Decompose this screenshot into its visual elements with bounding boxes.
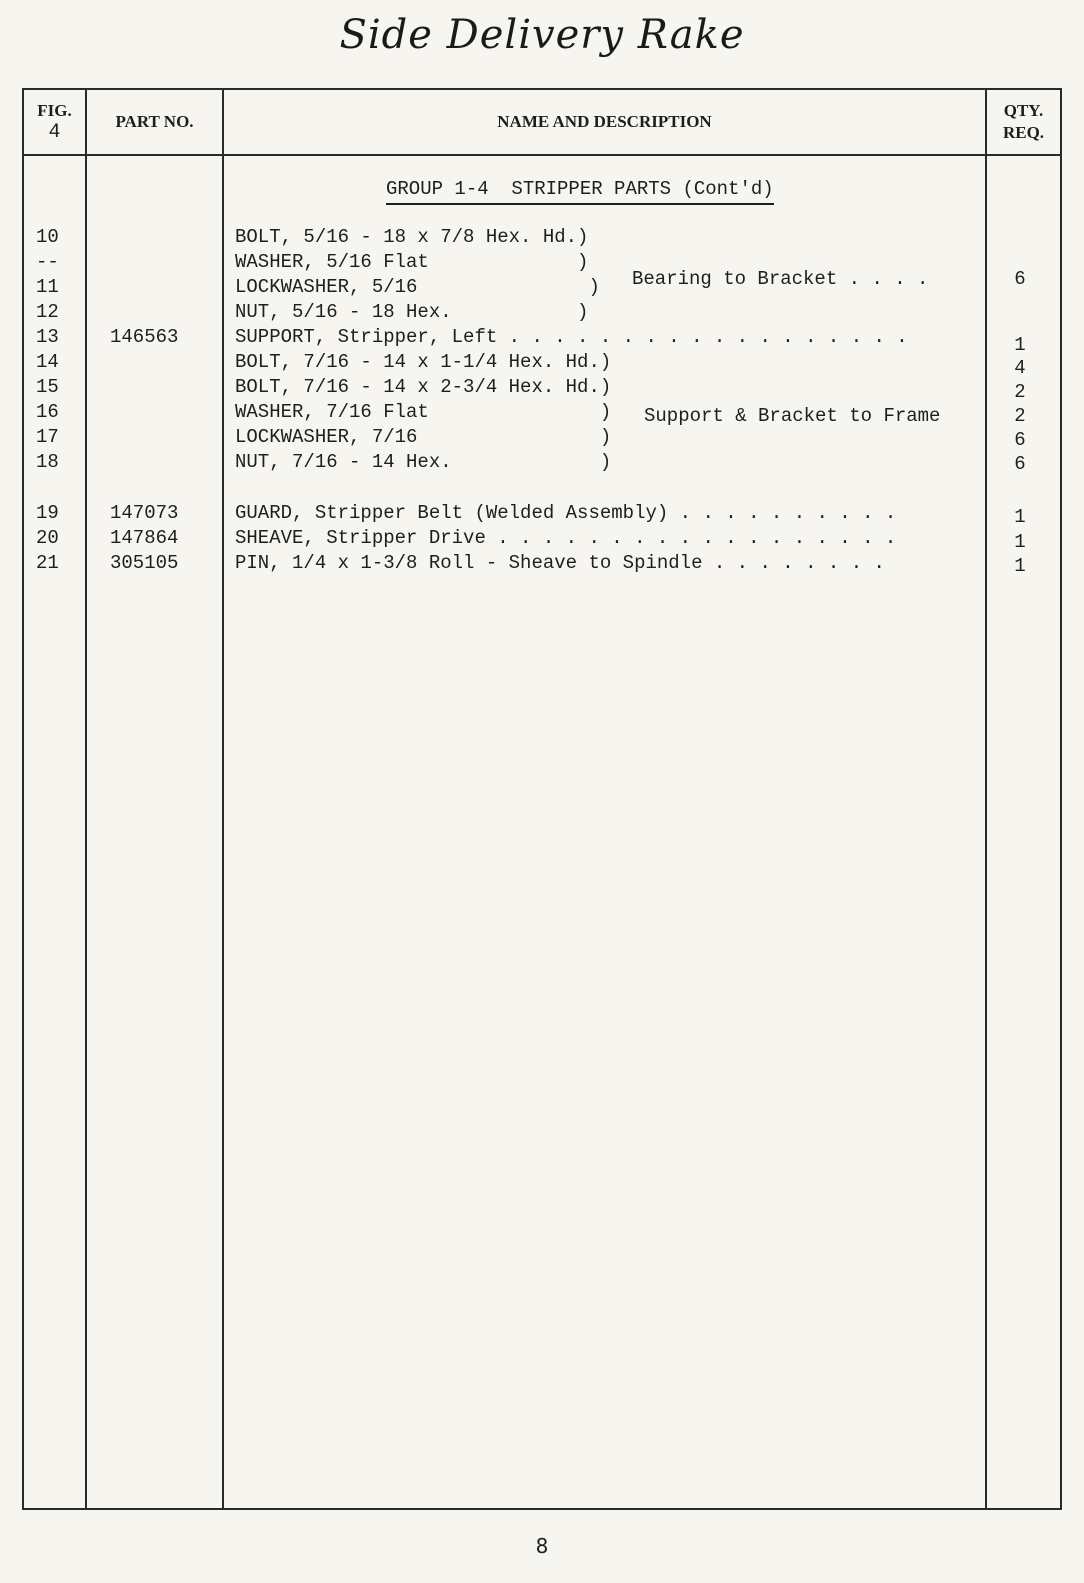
- row-name: NUT, 7/16 - 14 Hex. ): [235, 451, 612, 473]
- header-fig-label: FIG.: [37, 101, 72, 120]
- row-qty: 1: [1014, 334, 1026, 356]
- row-qty: 2: [1014, 405, 1026, 427]
- row-name: BOLT, 7/16 - 14 x 1-1/4 Hex. Hd.): [235, 351, 612, 373]
- row-fig: 14: [36, 351, 59, 373]
- row-qty: 1: [1014, 531, 1026, 553]
- row-qty: 6: [1014, 453, 1026, 475]
- row-name: NUT, 5/16 - 18 Hex. ): [235, 301, 589, 323]
- row-qty: 2: [1014, 381, 1026, 403]
- page-title: Side Delivery Rake: [339, 12, 745, 58]
- bracket-label-bearing: Bearing to Bracket . . . .: [632, 268, 929, 290]
- row-name: PIN, 1/4 x 1-3/8 Roll - Sheave to Spindle . . . . . . . .: [235, 552, 885, 574]
- row-name: WASHER, 5/16 Flat ): [235, 251, 589, 273]
- bracket-label-support: Support & Bracket to Frame: [644, 405, 941, 427]
- row-name: LOCKWASHER, 7/16 ): [235, 426, 612, 448]
- row-name: LOCKWASHER, 5/16 ): [235, 276, 600, 298]
- row-name: BOLT, 7/16 - 14 x 2-3/4 Hex. Hd.): [235, 376, 612, 398]
- page-number: 8: [535, 1534, 549, 1558]
- row-part: 147864: [110, 527, 179, 549]
- header-part-no: [87, 90, 222, 154]
- row-qty: [1009, 225, 1031, 250]
- row-fig: 21: [36, 552, 59, 574]
- row-fig: 16: [36, 401, 59, 423]
- row-qty: 4: [1014, 357, 1026, 379]
- row-fig: 12: [36, 301, 59, 323]
- column-divider-qty: [985, 90, 987, 1508]
- row-qty: 1: [1014, 506, 1026, 528]
- column-divider-part: [222, 90, 224, 1508]
- row-name: SHEAVE, Stripper Drive . . . . . . . . . . . . . . . . . .: [235, 527, 897, 549]
- row-name: SUPPORT, Stripper, Left . . . . . . . . . . . . . . . . . .: [235, 326, 908, 348]
- row-fig: --: [36, 251, 59, 273]
- group-title: GROUP 1-4 STRIPPER PARTS (Cont'd): [386, 176, 774, 205]
- row-fig: 19: [36, 502, 59, 524]
- header-fig-number: 4: [48, 121, 61, 144]
- row-fig: 13: [36, 326, 59, 348]
- row-qty: 1: [1014, 555, 1026, 577]
- row-fig: 17: [36, 426, 59, 448]
- row-fig: 11: [36, 276, 59, 298]
- header-part-no-label: PART NO.: [115, 112, 194, 131]
- row-fig: 20: [36, 527, 59, 549]
- row-part: 147073: [110, 502, 179, 524]
- header-divider: [24, 154, 1060, 156]
- header-qty-line2: REQ.: [1002, 123, 1045, 142]
- row-fig: 15: [36, 376, 59, 398]
- row-qty: 6: [1014, 268, 1026, 290]
- header-name-label: NAME AND DESCRIPTION: [497, 112, 712, 131]
- header-qty-req: [987, 90, 1060, 154]
- row-fig: 10: [36, 226, 59, 248]
- header-qty-line1: QTY.: [1003, 101, 1044, 120]
- row-qty: 6: [1014, 429, 1026, 451]
- row-part: 146563: [110, 326, 179, 348]
- row-name: WASHER, 7/16 Flat ): [235, 401, 612, 423]
- header-name-description: [224, 90, 985, 154]
- row-qty: [1009, 300, 1031, 325]
- row-fig: 18: [36, 451, 59, 473]
- header-fig: [24, 90, 85, 154]
- row-name: GUARD, Stripper Belt (Welded Assembly) . . . . . . . . . .: [235, 502, 897, 524]
- row-part: 305105: [110, 552, 179, 574]
- column-divider-fig: [85, 90, 87, 1508]
- row-name: BOLT, 5/16 - 18 x 7/8 Hex. Hd.): [235, 226, 589, 248]
- parts-table: [22, 88, 1062, 1510]
